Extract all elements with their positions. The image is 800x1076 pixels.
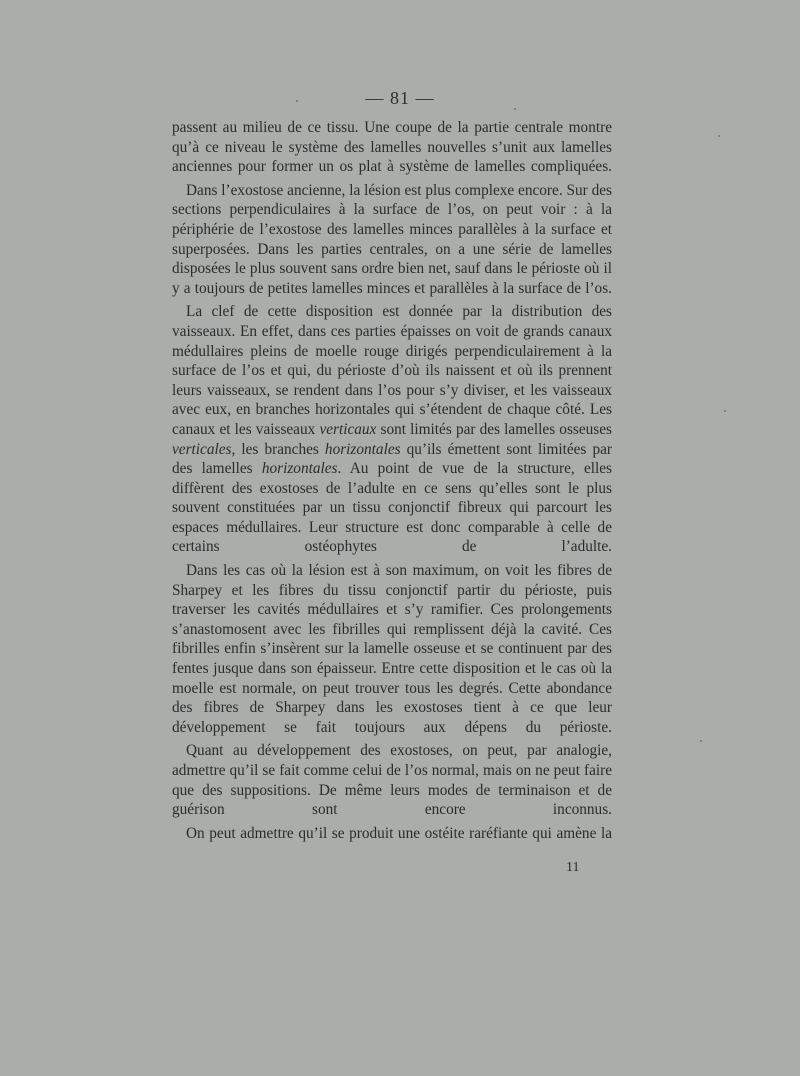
paragraph-3-text-a: La clef de cette disposition est donnée par la distribution des vaisseaux. En effet, dans ces parties épaisses on voit de grands canaux médullaires pleins de moelle rouge dirigés perpendiculairement à la surface de l’os et qui, du périoste d’où ils naissent et où ils prennent leurs vaisseaux, se rendent dans l’os pour s’y diviser, et les vaisseaux avec eux, en branches horizontales qui s’étendent de chaque côté. Les canaux et les vaisseaux <box>172 303 612 438</box>
paragraph-6-text: On peut admettre qu’il se produit une ostéite raréfiante qui amène la <box>186 824 612 842</box>
paragraph-2 <box>172 181 612 299</box>
paragraph-3 <box>172 302 612 557</box>
paragraph-3-text-c: , les branches <box>231 440 325 458</box>
paper-speck <box>724 410 726 412</box>
paragraph-3-text-e: . Au point de vue de la structure, elles diffèrent des exostoses de l’adulte en ce sens qu’elles sont le plus souvent constituées par un tissu conjonctif fibreux qui parcourt les espaces médullaires. Leur structure est donc comparable à celle de certains ostéophytes de l’adulte. <box>172 460 612 556</box>
paragraph-2-text: Dans l’exostose ancienne, la lésion est plus complexe encore. Sur des sections perpendiculaires à la surface de l’os, on peut voir : à la périphérie de l’exostose des lamelles minces parallèles à la surface et superposées. Dans les parties centrales, on a une série de lamelles disposées le plus souvent sans ordre bien net, sauf dans le périoste où il y a toujours de petites lamelles minces et parallèles à la surface de l’os. <box>172 181 612 297</box>
paper-speck <box>700 740 702 742</box>
emphasis-verticaux: verticaux <box>319 420 377 438</box>
signature-mark: 11 <box>566 860 580 875</box>
paragraph-3-text-d: qu’ils émettent sont limitées par des lamelles <box>172 440 612 478</box>
emphasis-verticales: verticales <box>172 440 232 458</box>
paragraph-5-text: Quant au développement des exostoses, on peut, par analogie, admettre qu’il se fait comme celui de l’os normal, mais on ne peut faire que des suppositions. De même leurs modes de terminaison et de guérison sont encore inconnus. <box>172 742 612 819</box>
emphasis-horizontales-1: horizontales <box>324 440 401 458</box>
body-text <box>172 118 612 847</box>
paper-speck <box>296 100 298 102</box>
paragraph-3-text-b: sont limités par des lamelles osseuses <box>376 420 612 438</box>
paper-speck <box>514 108 516 110</box>
paragraph-6 <box>172 824 612 844</box>
paragraph-4-text: Dans les cas où la lésion est à son maximum, on voit les fibres de Sharpey et les fibres du tissu conjonctif partir du périoste, puis traverser les cavités médullaires et s’y ramifier. Ces prolongements s’anastomosent avec les fibrilles qui remplissent déjà la cavité. Ces fibrilles enfin s’insèrent sur la lamelle osseuse et se continuent par des fentes jusque dans son épaisseur. Entre cette disposition et le cas où la moelle est normale, on peut trouver tous les degrés. Cette abondance des fibres de Sharpey dans les exostoses tient à ce que leur développement se fait toujours aux dépens du périoste. <box>172 562 612 736</box>
paper-speck <box>718 135 720 137</box>
paragraph-1 <box>172 118 612 177</box>
paragraph-5 <box>172 741 612 819</box>
page-number: — 81 — <box>365 88 435 108</box>
paragraph-1-text: passent au milieu de ce tissu. Une coupe de la partie centrale montre qu’à ce niveau le système des lamelles nouvelles s’unit aux lamelles anciennes pour former un os plat à système de lamelles compliquées. <box>172 119 612 176</box>
emphasis-horizontales-2: horizontales <box>261 460 338 478</box>
paragraph-4 <box>172 561 612 737</box>
